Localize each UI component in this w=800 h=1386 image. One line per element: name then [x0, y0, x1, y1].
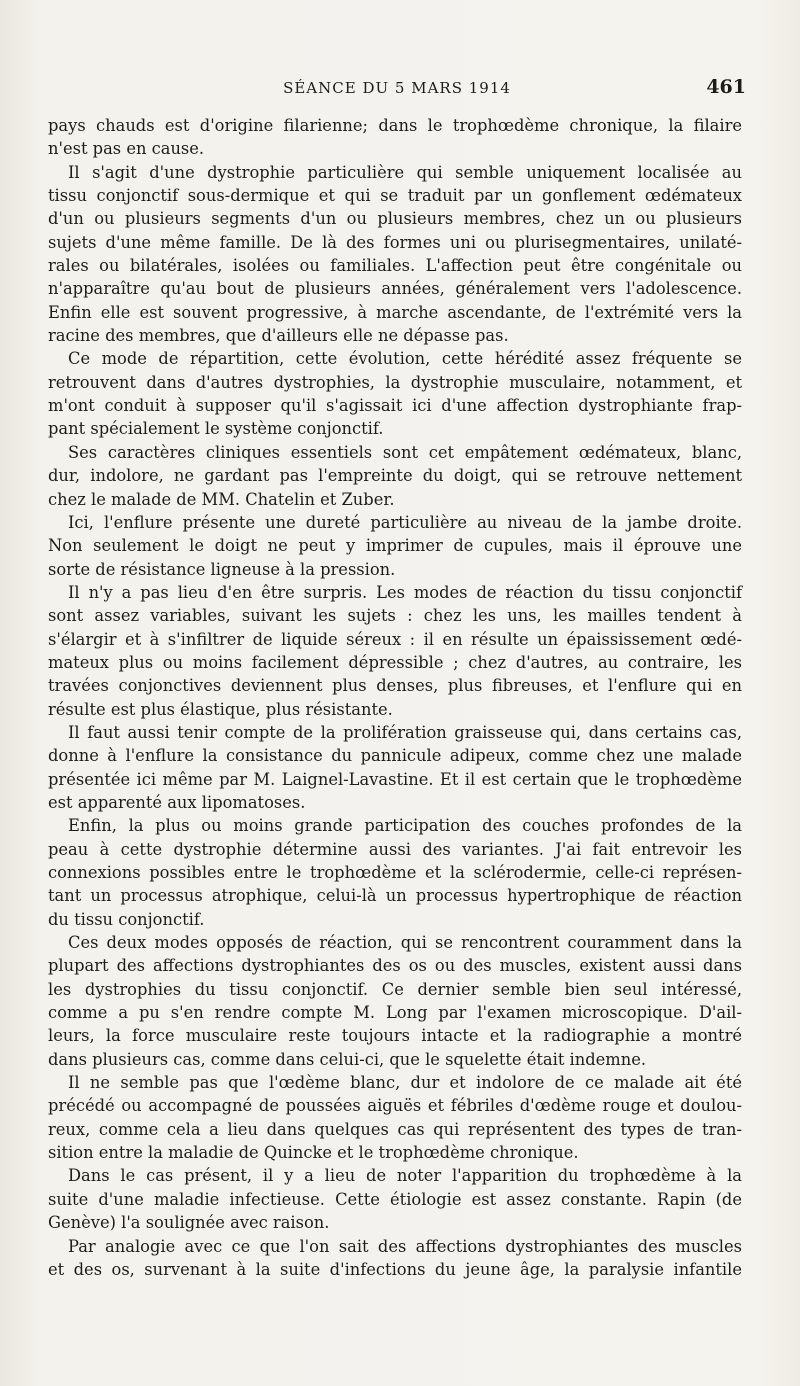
text-line: donne à l'enflure la consistance du pannicule adipeux, comme chez une malade	[48, 746, 742, 766]
text-line: tissu conjonctif sous-dermique et qui se traduit par un gonflement œdémateux	[48, 186, 742, 206]
text-line: résulte est plus élastique, plus résistante.	[48, 699, 393, 719]
text-line: rales ou bilatérales, isolées ou familiales. L'affection peut être congénitale ou	[48, 256, 742, 276]
text-line: connexions possibles entre le trophœdème et la sclérodermie, celle-ci représen-	[48, 863, 742, 882]
text-line: du tissu conjonctif.	[48, 909, 205, 929]
text-line: Il faut aussi tenir compte de la prolifération graisseuse qui, dans certains cas,	[68, 722, 742, 742]
text-line: reux, comme cela a lieu dans quelques cas qui représentent des types de tran-	[48, 1119, 742, 1139]
page-header	[48, 76, 746, 100]
text-line: Par analogie avec ce que l'on sait des affections dystrophiantes des muscles	[68, 1236, 742, 1256]
text-line: plupart des affections dystrophiantes des os ou des muscles, existent aussi dans	[48, 956, 742, 976]
text-line: chez le malade de MM. Chatelin et Zuber.	[48, 489, 395, 509]
text-line: les dystrophies du tissu conjonctif. Ce dernier semble bien seul intéressé,	[48, 979, 742, 999]
text-line: travées conjonctives deviennent plus denses, plus fibreuses, et l'enflure qui en	[48, 676, 742, 696]
text-line: racine des membres, que d'ailleurs elle ne dépasse pas.	[48, 326, 509, 346]
text-line: n'apparaître qu'au bout de plusieurs années, généralement vers l'adolescence.	[48, 279, 742, 299]
body-text	[48, 114, 742, 1281]
text-line: peau à cette dystrophie détermine aussi des variantes. J'ai fait entrevoir les	[48, 839, 742, 859]
text-line: d'un ou plusieurs segments d'un ou plusieurs membres, chez un ou plusieurs	[48, 209, 742, 229]
text-line: et des os, survenant à la suite d'infections du jeune âge, la paralysie infantile	[48, 1259, 742, 1279]
text-line: sont assez variables, suivant les sujets : chez les uns, les mailles tendent à	[48, 606, 742, 626]
text-line: Ces deux modes opposés de réaction, qui se rencontrent couramment dans la	[68, 933, 742, 953]
text-line: tant un processus atrophique, celui-là un processus hypertrophique de réaction	[48, 886, 742, 906]
text-line: Genève) l'a soulignée avec raison.	[48, 1213, 330, 1233]
text-line: précédé ou accompagné de poussées aiguës et fébriles d'œdème rouge et doulou-	[48, 1096, 742, 1116]
text-line: suite d'une maladie infectieuse. Cette étiologie est assez constante. Rapin (de	[48, 1189, 742, 1209]
text-line: sorte de résistance ligneuse à la pression.	[48, 559, 396, 579]
text-line: Enfin, la plus ou moins grande participation des couches profondes de la	[68, 816, 742, 836]
text-line: Ses caractères cliniques essentiels sont cet empâtement œdémateux, blanc,	[68, 442, 742, 462]
text-line: Ce mode de répartition, cette évolution, cette hérédité assez fréquente se	[68, 349, 742, 369]
text-line: m'ont conduit à supposer qu'il s'agissait ici d'une affection dystrophiante frap-	[48, 396, 742, 416]
text-line: présentée ici même par M. Laignel-Lavastine. Et il est certain que le trophœdème	[48, 769, 742, 789]
text-line: sujets d'une même famille. De là des formes uni ou plurisegmentaires, unilaté-	[48, 232, 742, 252]
running-title: SÉANCE DU 5 MARS 1914	[283, 79, 511, 97]
page-number: 461	[706, 76, 746, 98]
text-line: s'élargir et à s'infiltrer de liquide séreux : il en résulte un épaississement œdé-	[48, 629, 742, 649]
text-line: Il s'agit d'une dystrophie particulière qui semble uniquement localisée au	[68, 162, 742, 182]
text-line: Dans le cas présent, il y a lieu de noter l'apparition du trophœdème à la	[68, 1166, 742, 1186]
text-line: est apparenté aux lipomatoses.	[48, 792, 306, 812]
text-line: dans plusieurs cas, comme dans celui-ci, que le squelette était indemne.	[48, 1049, 647, 1069]
text-line: n'est pas en cause.	[48, 139, 205, 159]
text-line: Enfin elle est souvent progressive, à marche ascendante, de l'extrémité vers la	[48, 302, 742, 322]
text-line: Ici, l'enflure présente une dureté particulière au niveau de la jambe droite.	[68, 512, 742, 532]
text-line: dur, indolore, ne gardant pas l'empreinte du doigt, qui se retrouve nettement	[48, 466, 742, 486]
text-line: pays chauds est d'origine filarienne; dans le trophœdème chronique, la filaire	[48, 116, 742, 135]
text-line: mateux plus ou moins facilement dépressible ; chez d'autres, au contraire, les	[48, 652, 742, 672]
text-line: pant spécialement le système conjonctif.	[48, 419, 384, 439]
text-line: comme a pu s'en rendre compte M. Long par l'examen microscopique. D'ail-	[48, 1003, 742, 1023]
text-line: leurs, la force musculaire reste toujours intacte et la radiographie a montré	[48, 1026, 742, 1046]
text-line: Non seulement le doigt ne peut y imprimer de cupules, mais il éprouve une	[48, 536, 742, 556]
text-line: Il n'y a pas lieu d'en être surpris. Les modes de réaction du tissu conjonctif	[68, 582, 742, 602]
text-line: Il ne semble pas que l'œdème blanc, dur et indolore de ce malade ait été	[68, 1073, 742, 1093]
text-line: retrouvent dans d'autres dystrophies, la dystrophie musculaire, notamment, et	[48, 372, 742, 392]
text-line: sition entre la maladie de Quincke et le trophœdème chronique.	[48, 1143, 579, 1163]
